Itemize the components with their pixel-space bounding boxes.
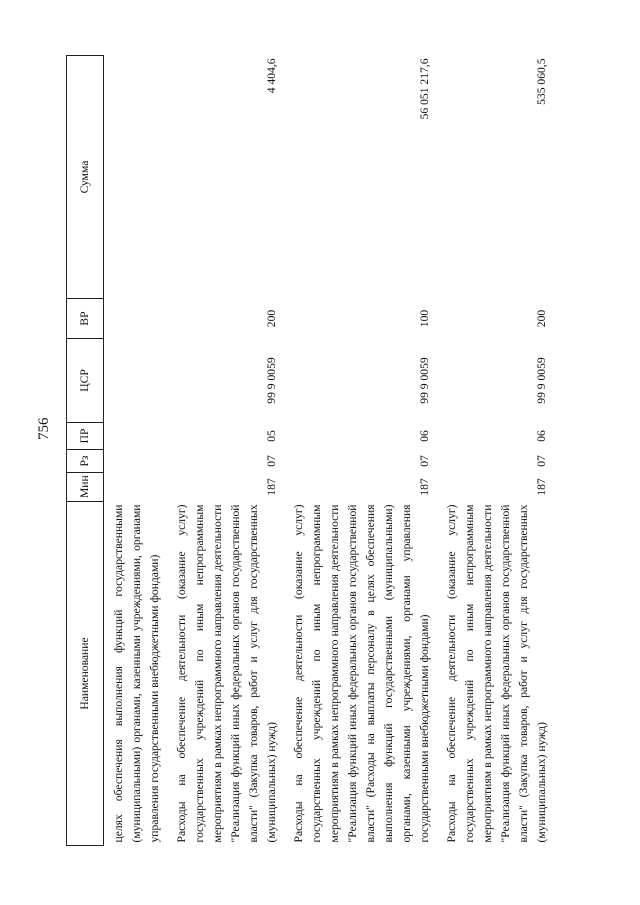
header-vr: ВР: [67, 299, 104, 339]
row-vr: 200: [265, 309, 278, 328]
row-pr: 06: [418, 430, 431, 442]
row-csr: 99 9 0059: [265, 357, 278, 404]
table-row: [284, 56, 437, 846]
row-rz: 07: [265, 455, 278, 467]
header-pr: ПР: [67, 423, 104, 450]
table-row: [437, 56, 554, 846]
header-min: Мин: [67, 473, 104, 502]
table-row: [167, 56, 284, 846]
row-pr: 06: [535, 430, 548, 442]
row-vr: 100: [418, 309, 431, 328]
header-name: Наименование: [67, 502, 104, 846]
row-min: 187: [418, 478, 431, 496]
table-header-row: [67, 56, 104, 846]
row-name: Расходы на обеспечение деятельности (оказание услуг) государственных учреждений по иным непрограммным мероприятиям в рамках непрограммного направления деятельности "Реализация функций иных федеральных органов государственной власти" (Закупка товаров, работ и услуг для государственных (муниципальных) нужд): [175, 504, 278, 843]
row-rz: 07: [418, 455, 431, 467]
row-min: 187: [535, 478, 548, 496]
row-vr: 200: [535, 309, 548, 328]
row-name: Расходы на обеспечение деятельности (оказание услуг) государственных учреждений по иным непрограммным мероприятиям в рамках непрограммного направления деятельности "Реализация функций иных федеральных органов государственной власти" (Расходы на выплаты персоналу в целях обеспечения выполнения функций государственными (муниципальными) органами, казенными учреждениями, органами управления государственными внебюджетными фондами): [292, 504, 431, 843]
table-row: [104, 56, 168, 846]
row-vr: [104, 299, 168, 339]
header-csr: ЦСР: [67, 339, 104, 423]
row-csr: [104, 339, 168, 423]
row-rz: [104, 450, 168, 473]
row-sum: 4 404,6: [265, 58, 278, 94]
row-name: целях обеспечения выполнения функций государственными (муниципальными) органами, казенными учреждениями, органами управления государственными внебюджетными фондами): [112, 504, 161, 843]
row-pr: [104, 423, 168, 450]
row-min: [104, 473, 168, 502]
header-rz: Рз: [67, 450, 104, 473]
header-sum: Сумма: [67, 56, 104, 299]
row-rz: 07: [535, 455, 548, 467]
row-sum: [104, 56, 168, 299]
row-csr: 99 9 0059: [418, 357, 431, 404]
row-name: Расходы на обеспечение деятельности (оказание услуг) государственных учреждений по иным непрограммным мероприятиям в рамках непрограммного направления деятельности "Реализация функций иных федеральных органов государственной власти" (Закупка товаров, работ и услуг для государственных (муниципальных) нужд): [445, 504, 548, 843]
rotated-page-content: [66, 56, 606, 846]
row-sum: 535 060,5: [535, 58, 548, 105]
page-number: 756: [36, 417, 52, 440]
row-min: 187: [265, 478, 278, 496]
budget-table: [66, 55, 554, 846]
row-sum: 56 051 217,6: [418, 58, 431, 120]
row-csr: 99 9 0059: [535, 357, 548, 404]
row-pr: 05: [265, 430, 278, 442]
